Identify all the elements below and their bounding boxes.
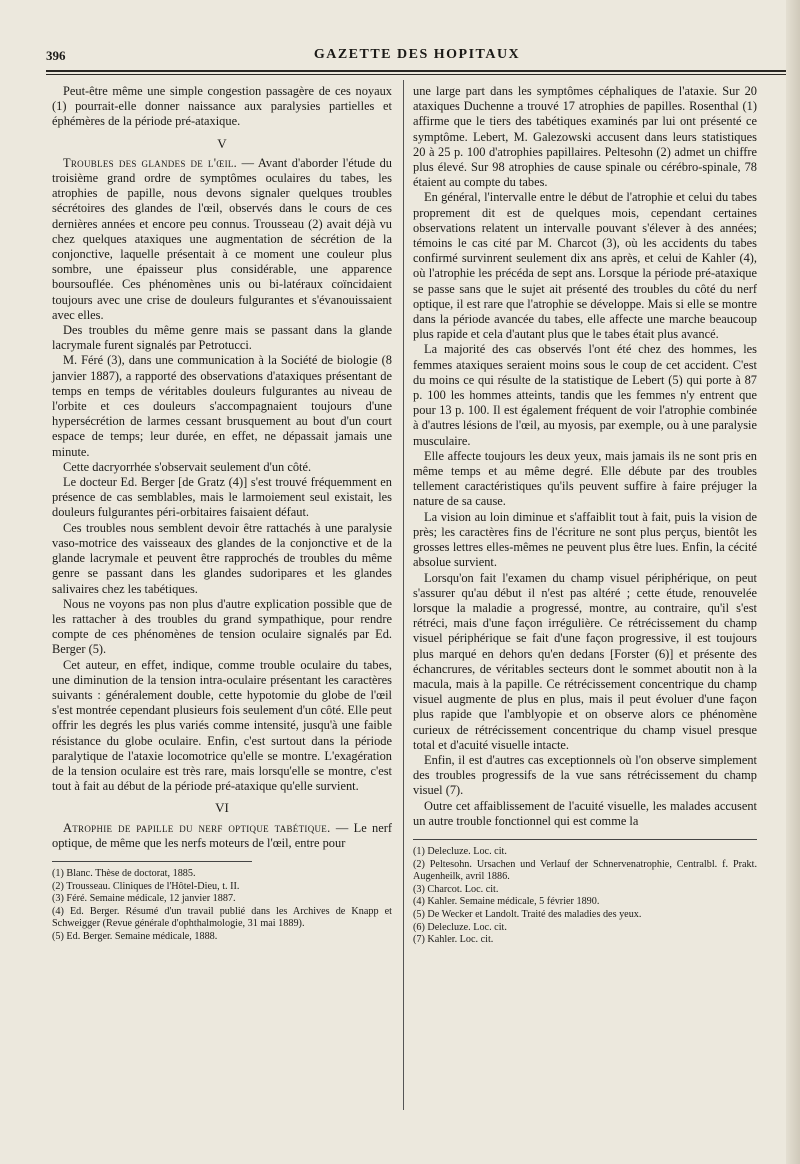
footnote: (4) Ed. Berger. Résumé d'un travail publié dans les Archives de Knapp et Schweigger (Revue générale d'ophthalmologie, 31 mai 1889). [52,905,392,930]
footnote: (2) Trousseau. Cliniques de l'Hôtel-Dieu, t. II. [52,880,240,892]
left-column [52,84,392,944]
paragraph: La majorité des cas observés l'ont été chez des hommes, les femmes ataxiques seraient moins sous le coup de cet accident. C'est du moins ce qui résulte de la statistique de Lebert (5) qui porte à 87 p. 100 les hommes atteints, tandis que les femmes n'y entrent que pour 13 p. 100. Il est également fréquent de voir l'atrophie combinée à d'autres lésions de l'œil, au myosis, par exemple, ou à une paralysie musculaire. [413,342,757,448]
section-heading-v: V [217,135,227,151]
paragraph: M. Féré (3), dans une communication à la Société de biologie (8 janvier 1887), a rapporté des observations d'ataxiques présentant de temps en temps de véritables douleurs fulgurantes au niveau de l'orbite et ces douleurs s'accompagnaient toujours d'une hypersécrétion de larmes cessant brusquement au bout d'un court espace de temps; leur durée, en effet, ne dépassait jamais une minute. [52,353,392,459]
footnote: (6) Delecluze. Loc. cit. [413,921,507,933]
paragraph: Lorsqu'on fait l'examen du champ visuel périphérique, on peut s'assurer qu'au début il n'est pas altéré ; cette étude, renouvelée lorsque la maladie a progressé, montre, au contraire, qu'il s'est rétréci, mais d'une façon irrégulière. Ce rétrécissement du champ visuel périphérique se fait d'une façon progressive, il est toujours plus marqué en dehors qu'en dedans [Forster (6)] et présente des échancrures, de véritables secteurs dont le sommet aboutit non à la macula, mais à la papille. Ce rétrécissement concentrique du champ visuel augmente de plus en plus, mais il peut évoluer d'une façon plus rapide que l'amblyopie et on observe alors ce phénomène curieux de rétrécissement concentrique du champ visuel presque total et d'acuité visuelle intacte. [413,570,757,752]
paragraph: En général, l'intervalle entre le début de l'atrophie et celui du tabes proprement dit est de quelques mois, cependant certaines observations relatent un intervalle pouvant s'élever à des années; témoins le cas cité par M. Charcot (3), où les accidents du tabes confirmé survinrent seulement dix ans après, et celui de Kahler (4), où l'atrophie les précéda de sept ans. Lorsque la période pré-ataxique se passe sans que le sujet ait présenté des troubles du côté du nerf optique, il est rare que l'atrophie se développe. Mais si elle se montre dans la période avancée du tabes, elle affecte une marche beaucoup plus rapide et cela d'autant plus que le tabes était plus avancé. [413,190,757,342]
paragraph: Ces troubles nous semblent devoir être rattachés à une paralysie vaso-motrice des vaisseaux des glandes de la conjonctive et de la glande lacrymale et peuvent être rapprochés de troubles du même genre se passant dans les glandes sudoripares et les glandes salivaires chez les tabétiques. [52,520,392,596]
paragraph: Outre cet affaiblissement de l'acuité visuelle, les malades accusent un autre trouble fonctionnel qui est comme la [413,798,757,828]
header-rule-thin [46,74,788,75]
paragraph: Cet auteur, en effet, indique, comme trouble oculaire du tabes, une diminution de la tension intra-oculaire présentant les caractères suivants : généralement double, cette hypotomie du globe de l'œil s'est montrée cependant plusieurs fois seulement d'un côté. Elle peut offrir les degrés les plus variés comme intensité, jusqu'à une faible résistance du globe oculaire. Enfin, c'est surtout dans la période paralytique de l'ataxie locomotrice qu'elle se montre. L'exagération de la tension oculaire est très rare, mais lorsqu'elle se montre, c'est tout à fait au début de la période pré-ataxique qu'elle survient. [52,657,392,794]
section-title: Atrophie de papille du nerf optique tabétique. [63,820,331,835]
footnote-rule [52,861,252,862]
footnote: (5) De Wecker et Landolt. Traité des maladies des yeux. [413,908,642,920]
right-column [413,84,757,947]
footnote: (7) Kahler. Loc. cit. [413,934,494,946]
paragraph-text: — Le nerf optique, de même que les nerfs moteurs de l'œil, entre pour [52,820,393,850]
paragraph: Elle affecte toujours les deux yeux, mais jamais ils ne sont pris en même temps et au même degré. Elle débute par des troubles tellement caractéristiques qu'ils peuvent suffire à faire préjuger la nature de sa cause. [413,448,757,509]
footnote: (1) Delecluze. Loc. cit. [413,845,507,857]
paragraph: Le docteur Ed. Berger [de Gratz (4)] s'est trouvé fréquemment en présence de cas semblables, mais le larmoiement seul existait, les douleurs fulgurantes péri-orbitaires faisaient défaut. [52,475,392,520]
footnote: (2) Peltesohn. Ursachen und Verlauf der Schnervenatrophie, Centralbl. f. Prakt. Augenheilk, avril 1886. [413,858,757,883]
page-header [46,46,788,66]
footnote: (3) Charcot. Loc. cit. [413,883,499,895]
footnote: (1) Blanc. Thèse de doctorat, 1885. [52,867,196,879]
paragraph: une large part dans les symptômes céphaliques de l'ataxie. Sur 20 ataxiques Duchenne a trouvé 17 atrophies de papilles. Rosenthal (1) affirme que le tiers des tabétiques examinés par lui ont présenté ce symptôme. Lebert, M. Galezowski accusent dans leurs statistiques 20 à 25 p. 100 d'atrophies papillaires. Peltesohn (2) admet un chiffre plus élevé. Sur 98 atrophies de cause spinale ou cérébro-spinale, 78 étaient au compte du tabes. [413,84,757,190]
footnote: (5) Ed. Berger. Semaine médicale, 1888. [52,930,218,942]
paragraph-text: — Avant d'aborder l'étude du troisième grand ordre de symptômes oculaires du tabes, les atrophies de papille, nous devons signaler quelques troubles sécrétoires des glandes de l'œil, observés dans le cours de ces dernières années et encore peu connus. Trousseau (2) avait déjà vu chez quelques ataxiques une augmentation de sécrétion de la conjonctive, laquelle présentait à ce moment une couleur plus sombre, une épaisseur plus considérable, une apparence boursouflée. Ces phénomènes unis ou bi-latéraux coïncidaient toujours avec une crise de douleurs fulgurantes et s'évanouissaient avec elles. [52,155,392,322]
journal-title: GAZETTE DES HOPITAUX [313,47,521,62]
paragraph: Des troubles du même genre mais se passant dans la glande lacrymale furent signalés par Petrotucci. [52,323,392,353]
footnote: (3) Féré. Semaine médicale, 12 janvier 1887. [52,893,236,905]
page-edge [786,0,800,1164]
paragraph: Cette dacryorrhée s'observait seulement d'un côté. [63,459,312,474]
paragraph: Peut-être même une simple congestion passagère de ces noyaux (1) pourrait-elle donner naissance aux paralysies partielles et éphémères de la période pré-ataxique. [52,84,392,129]
footnote: (4) Kahler. Semaine médicale, 5 février 1890. [413,896,600,908]
paragraph: Nous ne voyons pas non plus d'autre explication possible que de les rattacher à des troubles du grand sympathique, pour rendre compte de ces phénomènes de tension oculaire signalés par Ed. Berger (5). [52,596,392,657]
section-title: Troubles des glandes de l'œil. [63,155,238,170]
paragraph [52,156,392,323]
paragraph: Enfin, il est d'autres cas exceptionnels où l'on observe simplement des troubles progressifs de la vue sans rétrécissement du champ visuel (7). [413,752,757,798]
column-divider [403,80,404,1110]
paragraph [52,821,392,851]
footnote-rule [413,839,757,840]
page-number: 396 [46,48,66,63]
paragraph: La vision au loin diminue et s'affaiblit tout à fait, puis la vision de près; les caractères fins de l'écriture ne sont plus perçus, bientôt les grosses lettres elles-mêmes ne peuvent plus être lues. Enfin, la cécité absolue survient. [413,509,757,570]
section-heading-vi: VI [215,800,229,816]
header-rule [46,70,788,72]
